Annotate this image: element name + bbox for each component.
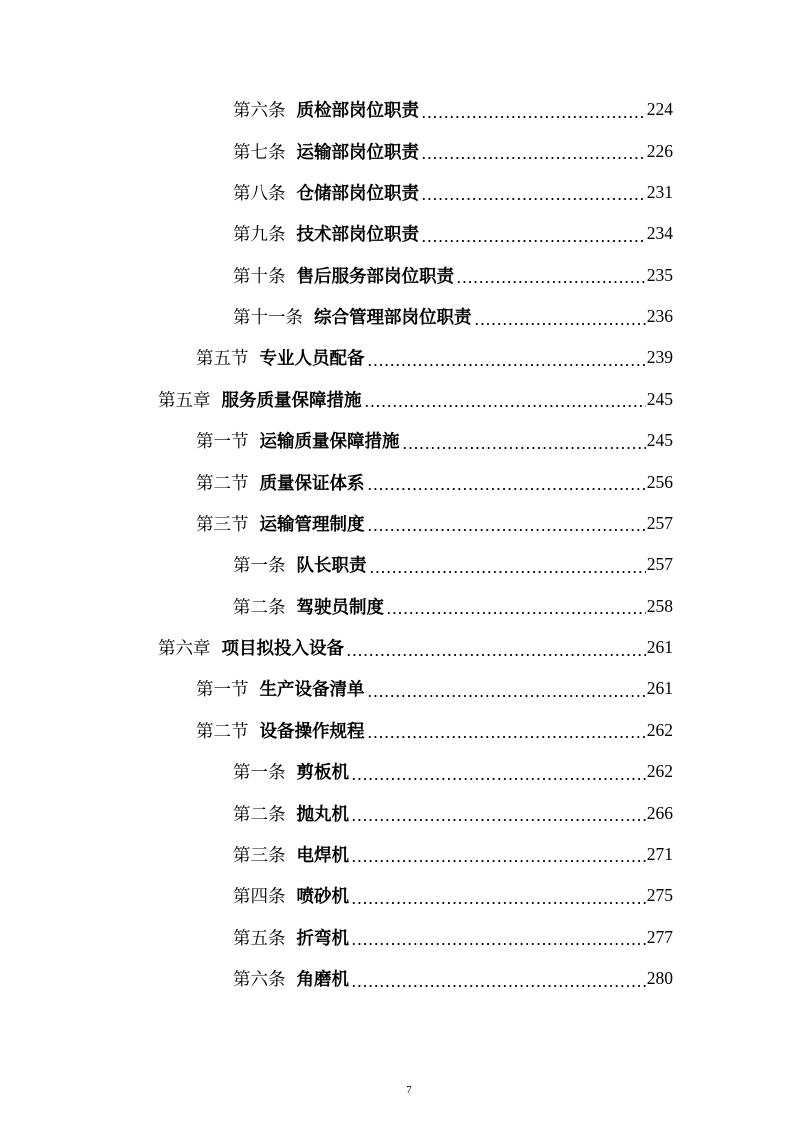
entry-prefix: 第八条	[233, 182, 286, 203]
entry-page-number: 231	[646, 181, 673, 202]
entry-title: 售后服务部岗位职责	[296, 265, 454, 286]
entry-title: 仓储部岗位职责	[296, 182, 419, 203]
leader-dots	[367, 475, 646, 491]
toc-entry	[0, 89, 673, 130]
entry-page-number: 275	[646, 885, 673, 906]
toc-entry	[0, 503, 673, 544]
leader-dots	[369, 558, 646, 574]
entry-prefix: 第五条	[233, 927, 286, 948]
entry-prefix: 第二节	[196, 472, 249, 493]
entry-page-number: 245	[646, 430, 673, 451]
page-footer-number: 7	[406, 1084, 412, 1096]
leader-dots	[351, 930, 646, 946]
entry-page-number: 236	[646, 306, 673, 327]
leader-dots	[367, 516, 646, 532]
entry-prefix: 第五节	[196, 348, 249, 369]
entry-title: 技术部岗位职责	[296, 224, 419, 245]
entry-prefix: 第三节	[196, 513, 249, 534]
entry-prefix: 第一节	[196, 679, 249, 700]
entry-prefix: 第四条	[233, 886, 286, 907]
toc-entry	[0, 586, 673, 627]
toc-entry	[0, 751, 673, 792]
entry-title: 剪板机	[296, 762, 349, 783]
entry-page-number: 258	[646, 595, 673, 616]
toc-entry	[0, 337, 673, 378]
entry-title: 运输质量保障措施	[259, 431, 400, 452]
leader-dots	[351, 972, 646, 988]
entry-prefix: 第一节	[196, 431, 249, 452]
entry-title: 队长职责	[296, 555, 367, 576]
entry-page-number: 226	[646, 140, 673, 161]
entry-title: 综合管理部岗位职责	[314, 307, 472, 328]
leader-dots	[421, 144, 646, 160]
entry-title: 喷砂机	[296, 886, 349, 907]
entry-prefix: 第九条	[233, 224, 286, 245]
toc-entry	[0, 296, 673, 337]
entry-page-number: 271	[646, 843, 673, 864]
toc-entry	[0, 544, 673, 585]
toc-entry	[0, 668, 673, 709]
leader-dots	[386, 599, 646, 615]
entry-title: 生产设备清单	[259, 679, 365, 700]
leader-dots	[456, 268, 646, 284]
entry-title: 运输管理制度	[259, 513, 365, 534]
toc-entry	[0, 627, 673, 668]
entry-title: 设备操作规程	[259, 720, 365, 741]
entry-page-number: 266	[646, 802, 673, 823]
entry-title: 电焊机	[296, 844, 349, 865]
entry-page-number: 234	[646, 223, 673, 244]
entry-page-number: 262	[646, 719, 673, 740]
toc-entry	[0, 792, 673, 833]
toc-entry	[0, 213, 673, 254]
entry-prefix: 第十条	[233, 265, 286, 286]
entry-title: 折弯机	[296, 927, 349, 948]
toc-entry	[0, 130, 673, 171]
leader-dots	[364, 392, 646, 408]
leader-dots	[351, 847, 646, 863]
leader-dots	[367, 682, 646, 698]
entry-page-number: 245	[646, 388, 673, 409]
toc-entry	[0, 461, 673, 502]
entry-title: 抛丸机	[296, 803, 349, 824]
leader-dots	[402, 434, 646, 450]
leader-dots	[351, 806, 646, 822]
toc-entry	[0, 379, 673, 420]
entry-title: 质量保证体系	[259, 472, 365, 493]
entry-page-number: 257	[646, 512, 673, 533]
toc-entry	[0, 710, 673, 751]
toc-entry	[0, 420, 673, 461]
entry-title: 服务质量保障措施	[221, 389, 362, 410]
entry-title: 驾驶员制度	[296, 596, 384, 617]
entry-prefix: 第七条	[233, 141, 286, 162]
leader-dots	[474, 310, 646, 326]
entry-prefix: 第五章	[158, 389, 211, 410]
toc-entry	[0, 255, 673, 296]
entry-page-number: 277	[646, 926, 673, 947]
entry-page-number: 261	[646, 678, 673, 699]
entry-prefix: 第二条	[233, 596, 286, 617]
toc-entry	[0, 875, 673, 916]
leader-dots	[351, 765, 646, 781]
entry-title: 运输部岗位职责	[296, 141, 419, 162]
leader-dots	[421, 227, 646, 243]
entry-prefix: 第一条	[233, 555, 286, 576]
entry-page-number: 235	[646, 264, 673, 285]
entry-page-number: 224	[646, 99, 673, 120]
leader-dots	[421, 185, 646, 201]
entry-title: 项目拟投入设备	[221, 638, 344, 659]
leader-dots	[346, 641, 646, 657]
leader-dots	[367, 723, 646, 739]
leader-dots	[351, 889, 646, 905]
entry-page-number: 261	[646, 637, 673, 658]
toc-entry	[0, 917, 673, 958]
entry-prefix: 第六条	[233, 969, 286, 990]
entry-prefix: 第三条	[233, 844, 286, 865]
entry-page-number: 280	[646, 968, 673, 989]
entry-title: 专业人员配备	[259, 348, 365, 369]
entry-prefix: 第一条	[233, 762, 286, 783]
toc-entry	[0, 172, 673, 213]
entry-prefix: 第六章	[158, 638, 211, 659]
toc-entry	[0, 834, 673, 875]
entry-prefix: 第十一条	[233, 307, 303, 328]
table-of-contents	[0, 89, 673, 999]
entry-page-number: 257	[646, 554, 673, 575]
entry-prefix: 第六条	[233, 100, 286, 121]
entry-page-number: 262	[646, 761, 673, 782]
entry-page-number: 256	[646, 471, 673, 492]
entry-prefix: 第二节	[196, 720, 249, 741]
entry-title: 质检部岗位职责	[296, 100, 419, 121]
leader-dots	[367, 351, 646, 367]
entry-prefix: 第二条	[233, 803, 286, 824]
entry-page-number: 239	[646, 347, 673, 368]
leader-dots	[421, 103, 646, 119]
toc-entry	[0, 958, 673, 999]
entry-title: 角磨机	[296, 969, 349, 990]
